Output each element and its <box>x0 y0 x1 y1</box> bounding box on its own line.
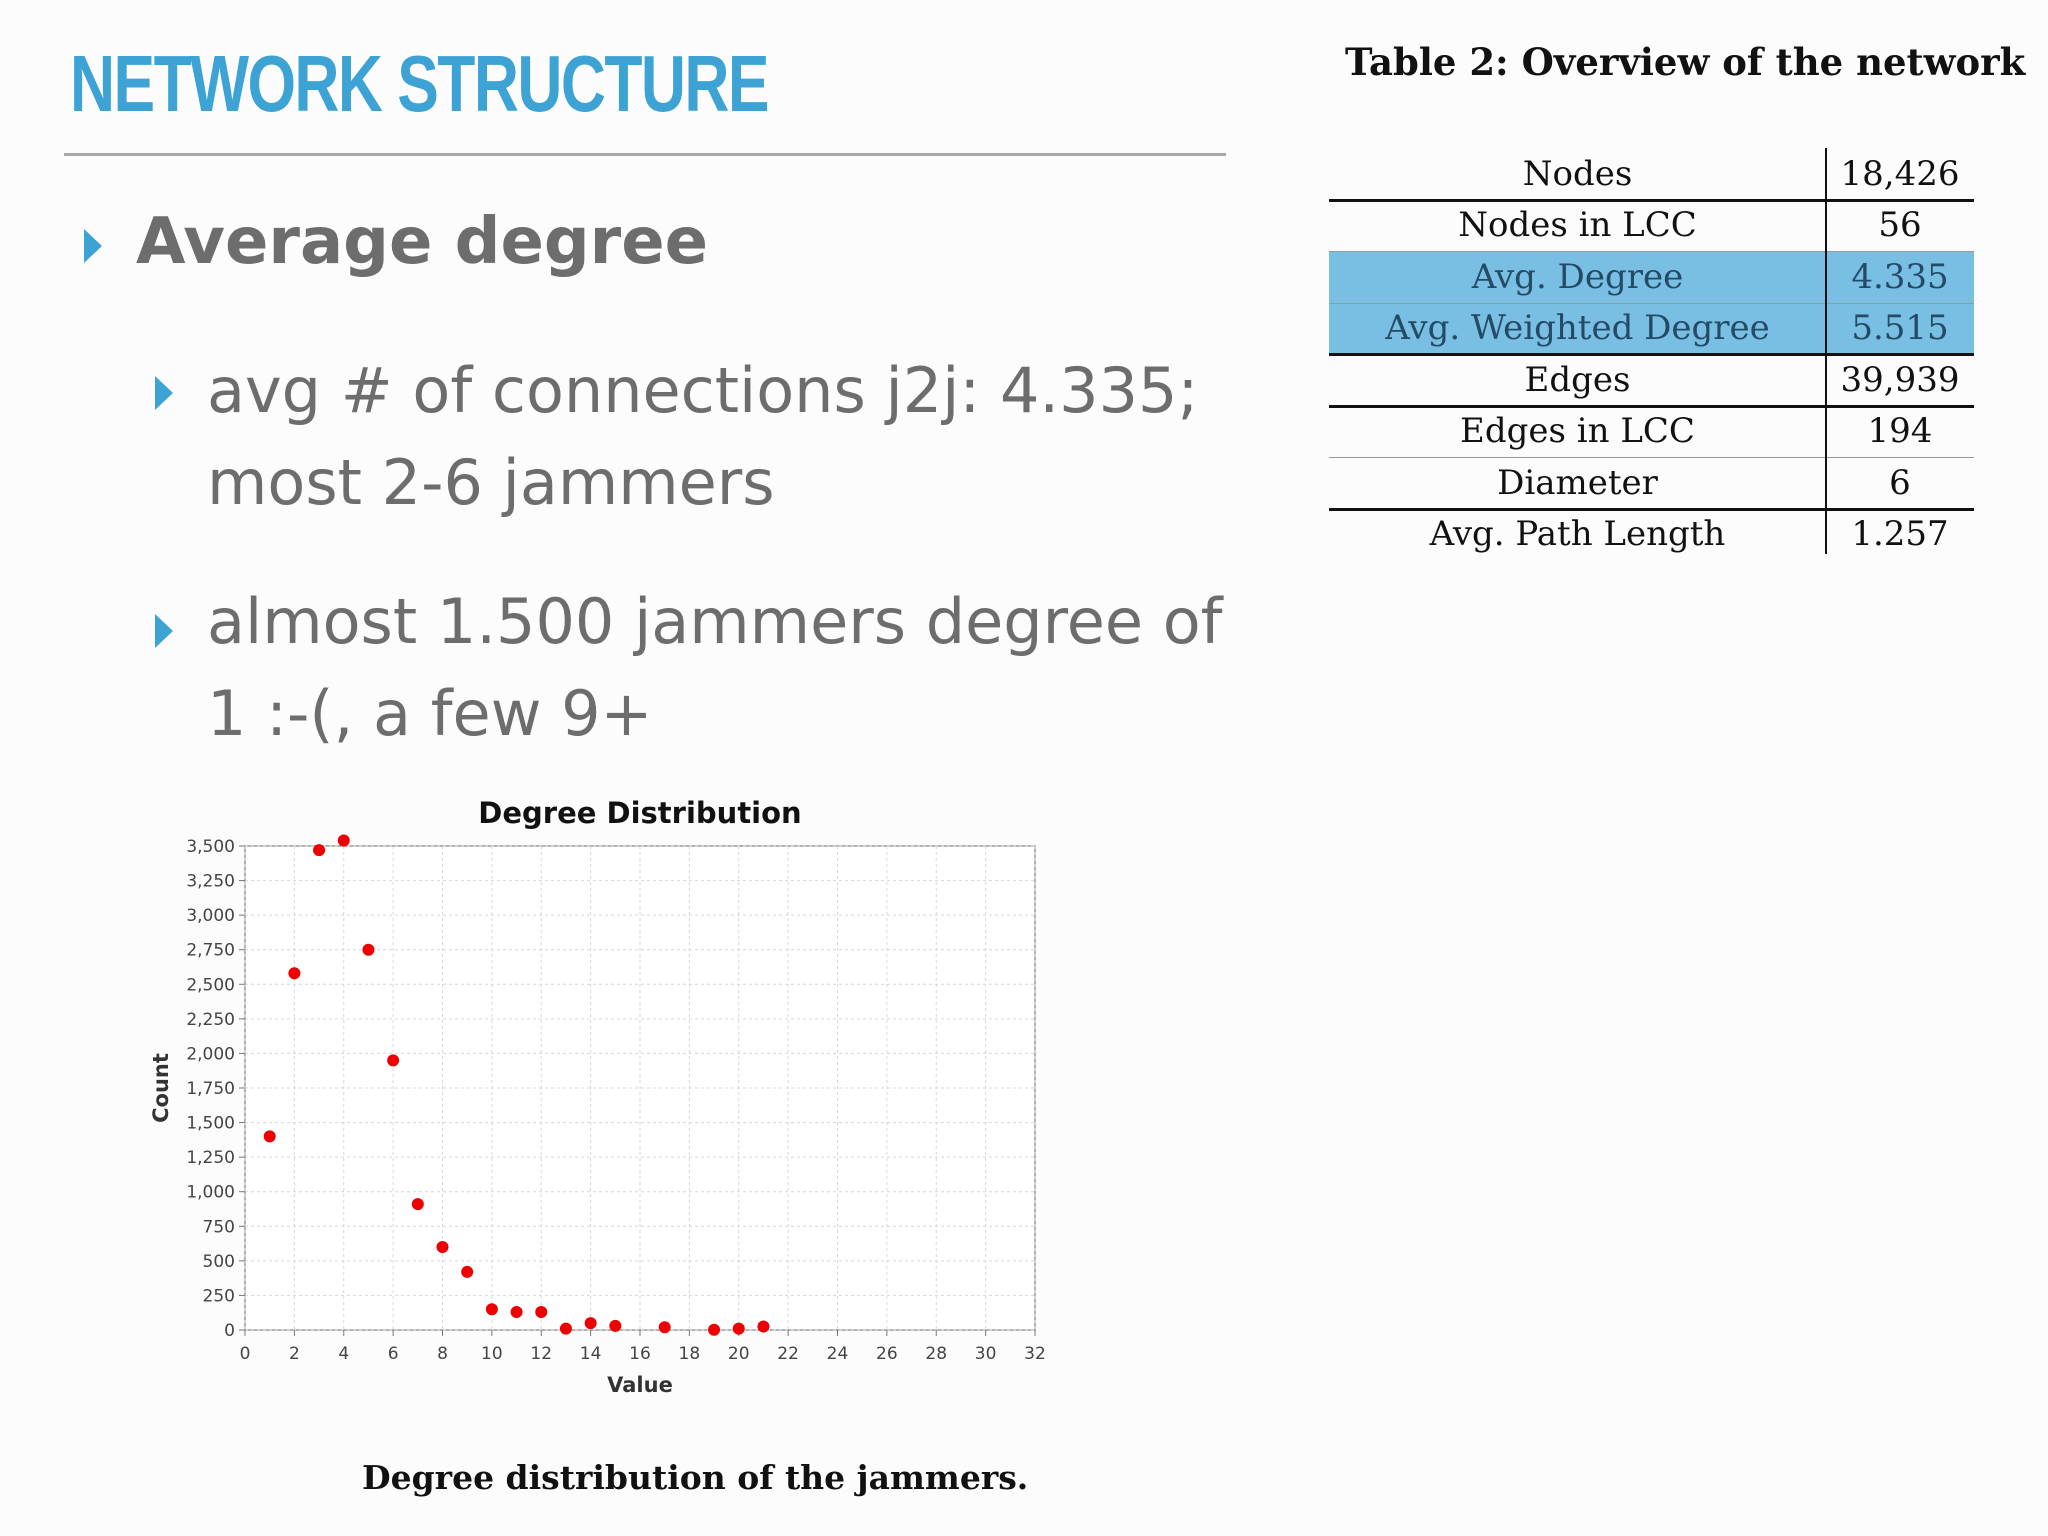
table-cell-label: Avg. Weighted Degree <box>1385 308 1770 349</box>
table-cell-value: 5.515 <box>1851 308 1949 349</box>
figure-caption: Degree distribution of the jammers. <box>362 1458 1029 1497</box>
y-tick-label: 2,750 <box>186 940 235 961</box>
x-tick-label: 0 <box>239 1344 251 1364</box>
x-tick-label: 12 <box>530 1344 553 1364</box>
x-tick-label: 26 <box>876 1344 898 1364</box>
table-cell-label: Diameter <box>1497 462 1658 503</box>
chart-title: Degree Distribution <box>478 796 802 830</box>
data-point <box>560 1323 572 1335</box>
data-point <box>511 1306 523 1318</box>
table-cell-value: 4.335 <box>1851 256 1949 297</box>
y-tick-label: 2,000 <box>186 1044 235 1065</box>
x-tick-label: 6 <box>387 1344 399 1364</box>
data-point <box>609 1320 621 1332</box>
y-tick-label: 1,250 <box>186 1148 235 1169</box>
slide-title: NETWORK STRUCTURE <box>70 39 768 128</box>
bullet-arrow-icon <box>155 614 173 648</box>
table-cell-value: 39,939 <box>1840 359 1960 400</box>
table-row <box>1329 251 1974 303</box>
table-rule <box>1329 251 1974 252</box>
data-point <box>733 1323 745 1335</box>
x-tick-label: 32 <box>1024 1344 1046 1364</box>
data-point <box>535 1306 547 1318</box>
bullet-arrow-icon <box>84 229 102 263</box>
table-cell-value: 56 <box>1878 205 1922 246</box>
data-point <box>264 1130 276 1142</box>
x-tick-label: 24 <box>826 1344 849 1364</box>
y-tick-label: 3,250 <box>186 871 235 892</box>
data-point <box>313 844 325 856</box>
x-tick-label: 10 <box>481 1344 503 1364</box>
table-rule <box>1329 303 1974 304</box>
table-row <box>1329 148 1974 200</box>
bullet-degree-one-line2: 1 :-(, a few 9+ <box>207 677 653 750</box>
table-cell-label: Avg. Path Length <box>1429 514 1726 555</box>
bullet-average-degree: Average degree <box>136 205 709 279</box>
table-cell-label: Nodes <box>1522 153 1633 194</box>
table-row <box>1329 354 1974 406</box>
y-tick-label: 3,000 <box>186 906 235 927</box>
x-tick-label: 20 <box>727 1344 750 1364</box>
bullet-arrow-icon <box>155 376 173 410</box>
data-point <box>659 1321 671 1333</box>
data-point <box>486 1303 498 1315</box>
x-tick-label: 16 <box>629 1344 651 1364</box>
table-cell-label: Nodes in LCC <box>1458 205 1697 246</box>
data-point <box>387 1054 399 1066</box>
table-rule <box>1329 405 1974 408</box>
table-cell-value: 18,426 <box>1840 153 1960 194</box>
table-rule <box>1329 353 1974 356</box>
chart-svg <box>140 790 1060 1430</box>
x-tick-label: 30 <box>974 1344 997 1364</box>
data-point <box>708 1324 720 1336</box>
data-point <box>461 1266 473 1278</box>
table-rule <box>1329 508 1974 511</box>
table-column-divider <box>1825 148 1827 554</box>
table-caption: Table 2: Overview of the network <box>1345 40 2026 84</box>
x-tick-label: 14 <box>579 1344 602 1364</box>
table-cell-value: 1.257 <box>1851 514 1949 555</box>
y-tick-label: 2,250 <box>186 1009 235 1030</box>
table-row <box>1329 303 1974 355</box>
data-point <box>757 1321 769 1333</box>
y-tick-label: 1,000 <box>186 1182 235 1203</box>
x-tick-label: 4 <box>338 1344 350 1364</box>
bullet-avg-connections-line1: avg # of connections j2j: 4.335; <box>207 354 1199 427</box>
y-tick-label: 500 <box>202 1251 235 1272</box>
table-cell-label: Edges <box>1524 359 1631 400</box>
bullet-degree-one <box>207 576 1222 760</box>
y-tick-label: 250 <box>202 1286 235 1307</box>
table-cell-value: 194 <box>1867 411 1933 452</box>
network-overview-table <box>1329 148 1974 560</box>
table-cell-label: Avg. Degree <box>1471 256 1684 297</box>
y-tick-label: 1,500 <box>186 1113 235 1134</box>
x-tick-label: 8 <box>437 1344 448 1364</box>
y-tick-label: 3,500 <box>186 837 235 857</box>
x-axis-label: Value <box>607 1373 673 1397</box>
x-tick-label: 28 <box>925 1344 948 1364</box>
table-rule <box>1329 199 1974 202</box>
bullet-degree-one-line1: almost 1.500 jammers degree of <box>207 585 1223 658</box>
table-row <box>1329 406 1974 458</box>
y-tick-label: 0 <box>224 1321 235 1341</box>
x-tick-label: 22 <box>777 1344 799 1364</box>
data-point <box>412 1198 424 1210</box>
data-point <box>338 834 350 846</box>
data-point <box>437 1241 449 1253</box>
degree-distribution-chart <box>140 790 1060 1430</box>
y-tick-label: 2,500 <box>186 975 235 996</box>
x-tick-label: 2 <box>288 1344 300 1364</box>
data-point <box>288 967 300 979</box>
table-rule <box>1329 457 1974 458</box>
title-divider <box>64 153 1226 156</box>
table-row <box>1329 457 1974 509</box>
data-point <box>585 1317 597 1329</box>
table-cell-value: 6 <box>1889 462 1911 503</box>
table-cell-label: Edges in LCC <box>1460 411 1695 452</box>
y-axis-label: Count <box>149 1053 173 1123</box>
bullet-avg-connections-line2: most 2-6 jammers <box>207 446 775 519</box>
bullet-avg-connections <box>207 345 1198 529</box>
table-row <box>1329 509 1974 561</box>
y-tick-label: 1,750 <box>186 1079 235 1099</box>
y-tick-label: 750 <box>202 1217 235 1238</box>
table-row <box>1329 200 1974 252</box>
x-tick-label: 18 <box>678 1344 701 1364</box>
data-point <box>362 944 374 956</box>
